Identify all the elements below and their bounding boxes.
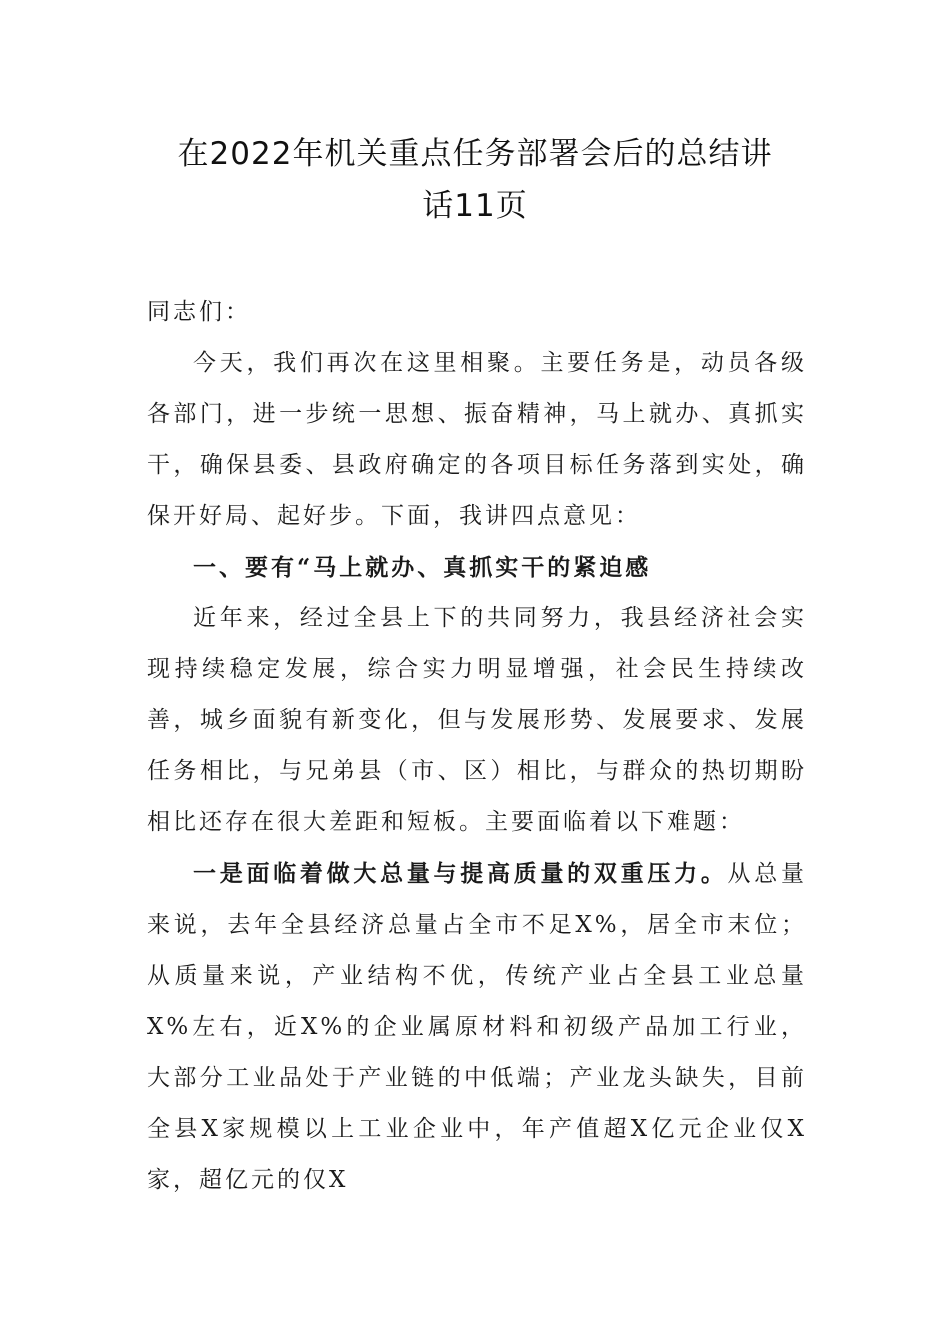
- section-1-heading: 一、要有“马上就办、真抓实干的紧迫感: [193, 554, 652, 581]
- document-body: [147, 287, 807, 1206]
- point-1-text: 从总量来说，去年全县经济总量占全市不足X%，居全市末位；从质量来说，产业结构不优，传统产业占全县工业总量X%左右，近X%的企业属原材料和初级产品加工行业，大部分工业品处于产业链的中低端；产业龙头缺失，目前全县X家规模以上工业企业中，年产值超X亿元企业仅X家，超亿元的仅X: [147, 861, 808, 1193]
- document-title: [120, 128, 830, 232]
- section-1-paragraph: 近年来，经过全县上下的共同努力，我县经济社会实现持续稳定发展，综合实力明显增强，社会民生持续改善，城乡面貌有新变化，但与发展形势、发展要求、发展任务相比，与兄弟县（市、区）相比，与群众的热切期盼相比还存在很大差距和短板。主要面临着以下难题：: [147, 605, 807, 835]
- point-1-paragraph: [147, 848, 807, 1206]
- point-1-lead: 一是面临着做大总量与提高质量的双重压力。: [193, 860, 728, 887]
- title-line-1: 在2022年机关重点任务部署会后的总结讲: [177, 136, 773, 172]
- intro-paragraph: 今天，我们再次在这里相聚。主要任务是，动员各级各部门，进一步统一思想、振奋精神，马上就办、真抓实干，确保县委、县政府确定的各项目标任务落到实处，确保开好局、起好步。下面，我讲四点意见：: [147, 350, 807, 529]
- title-line-2: 话11页: [422, 188, 528, 224]
- salutation: 同志们：: [147, 299, 251, 325]
